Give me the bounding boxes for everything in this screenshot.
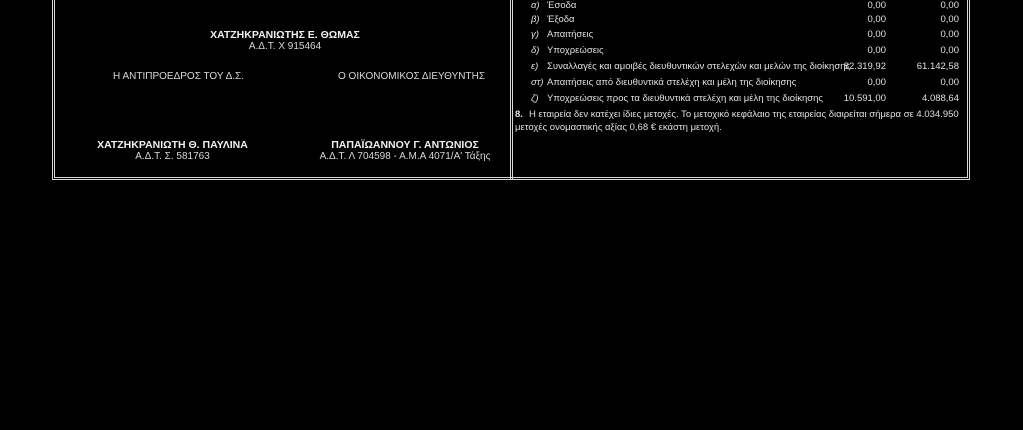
- row-value-prior: 4.088,64: [922, 93, 959, 104]
- column-divider: [510, 0, 513, 180]
- row-text: Υποχρεώσεις προς τα διευθυντικά στελέχη και μέλη της διοίκησης: [547, 93, 823, 104]
- signatory-name: ΧΑΤΖΗΚΡΑΝΙΩΤΗ Θ. ΠΑΥΛΙΝΑ: [97, 139, 248, 151]
- note-text: Η εταιρεία δεν κατέχει ίδιες μετοχές. Το μετοχικό κεφάλαιο της εταιρείας διαιρείται σήμερα σε 4.034.950 μετοχές ονομαστικής αξίας 0,68 € εκάστη μετοχή.: [515, 109, 959, 133]
- row-text: Συναλλαγές και αμοιβές διευθυντικών στελεχών και μελών της διοίκησης: [547, 61, 851, 72]
- row-text: Απαιτήσεις από διευθυντικά στελέχη και μέλη της διοίκησης: [547, 77, 797, 88]
- row-value-current: 82.319,92: [843, 61, 886, 72]
- vice-president-role: Η ΑΝΤΙΠΡΟΕΔΡΟΣ ΤΟΥ Δ.Σ.: [113, 71, 244, 82]
- signatory-id: Α.Δ.Τ. Σ. 581763: [135, 151, 210, 162]
- row-value-prior: 0,00: [940, 77, 959, 88]
- row-value-prior: 0,00: [940, 0, 959, 11]
- table-row: [515, 0, 967, 12]
- row-label: δ): [531, 45, 540, 56]
- signatures-panel: [55, 0, 510, 178]
- finance-director-role: Ο ΟΙΚΟΝΟΜΙΚΟΣ ΔΙΕΥΘΥΝΤΗΣ: [338, 71, 486, 82]
- signatory-id: Α.Δ.Τ. Χ 915464: [248, 41, 322, 52]
- row-label: ζ): [531, 93, 539, 104]
- row-value-prior: 61.142,58: [916, 61, 959, 72]
- row-label: ε): [531, 61, 539, 72]
- table-row: [515, 76, 967, 89]
- row-text: Υποχρεώσεις: [547, 45, 604, 56]
- table-row: [515, 13, 967, 26]
- row-value-current: 0,00: [867, 45, 886, 56]
- note-paragraph: [515, 108, 963, 134]
- row-value-prior: 0,00: [940, 29, 959, 40]
- signature-block-vice-president: [75, 139, 270, 163]
- row-value-current: 0,00: [867, 14, 886, 25]
- table-row: [515, 44, 967, 57]
- note-number: 8.: [515, 109, 523, 120]
- row-text: Έσοδα: [547, 0, 577, 11]
- row-label: α): [531, 0, 540, 11]
- row-label: β): [531, 14, 540, 25]
- row-value-current: 0,00: [867, 29, 886, 40]
- row-text: Απαιτήσεις: [547, 29, 594, 40]
- signature-block-top: [185, 29, 385, 53]
- signatory-name: ΠΑΠΑΪΩΑΝΝΟΥ Γ. ΑΝΤΩΝΙΟΣ: [331, 139, 479, 151]
- row-value-current: 0,00: [867, 0, 886, 11]
- row-label: στ): [531, 77, 544, 88]
- row-value-current: 10.591,00: [843, 93, 886, 104]
- signature-block-finance-director: [300, 139, 510, 163]
- row-value-prior: 0,00: [940, 45, 959, 56]
- row-value-current: 0,00: [867, 77, 886, 88]
- table-row: [515, 28, 967, 41]
- row-value-prior: 0,00: [940, 14, 959, 25]
- table-row: [515, 92, 967, 105]
- row-text: Έξοδα: [547, 14, 575, 25]
- table-row: [515, 60, 967, 73]
- related-party-table: [515, 0, 967, 178]
- row-label: γ): [531, 29, 539, 40]
- signatory-id: Α.Δ.Τ. Λ 704598 - Α.Μ.Α 4071/Α' Τάξης: [319, 151, 491, 162]
- signatory-name: ΧΑΤΖΗΚΡΑΝΙΩΤΗΣ Ε. ΘΩΜΑΣ: [210, 29, 360, 41]
